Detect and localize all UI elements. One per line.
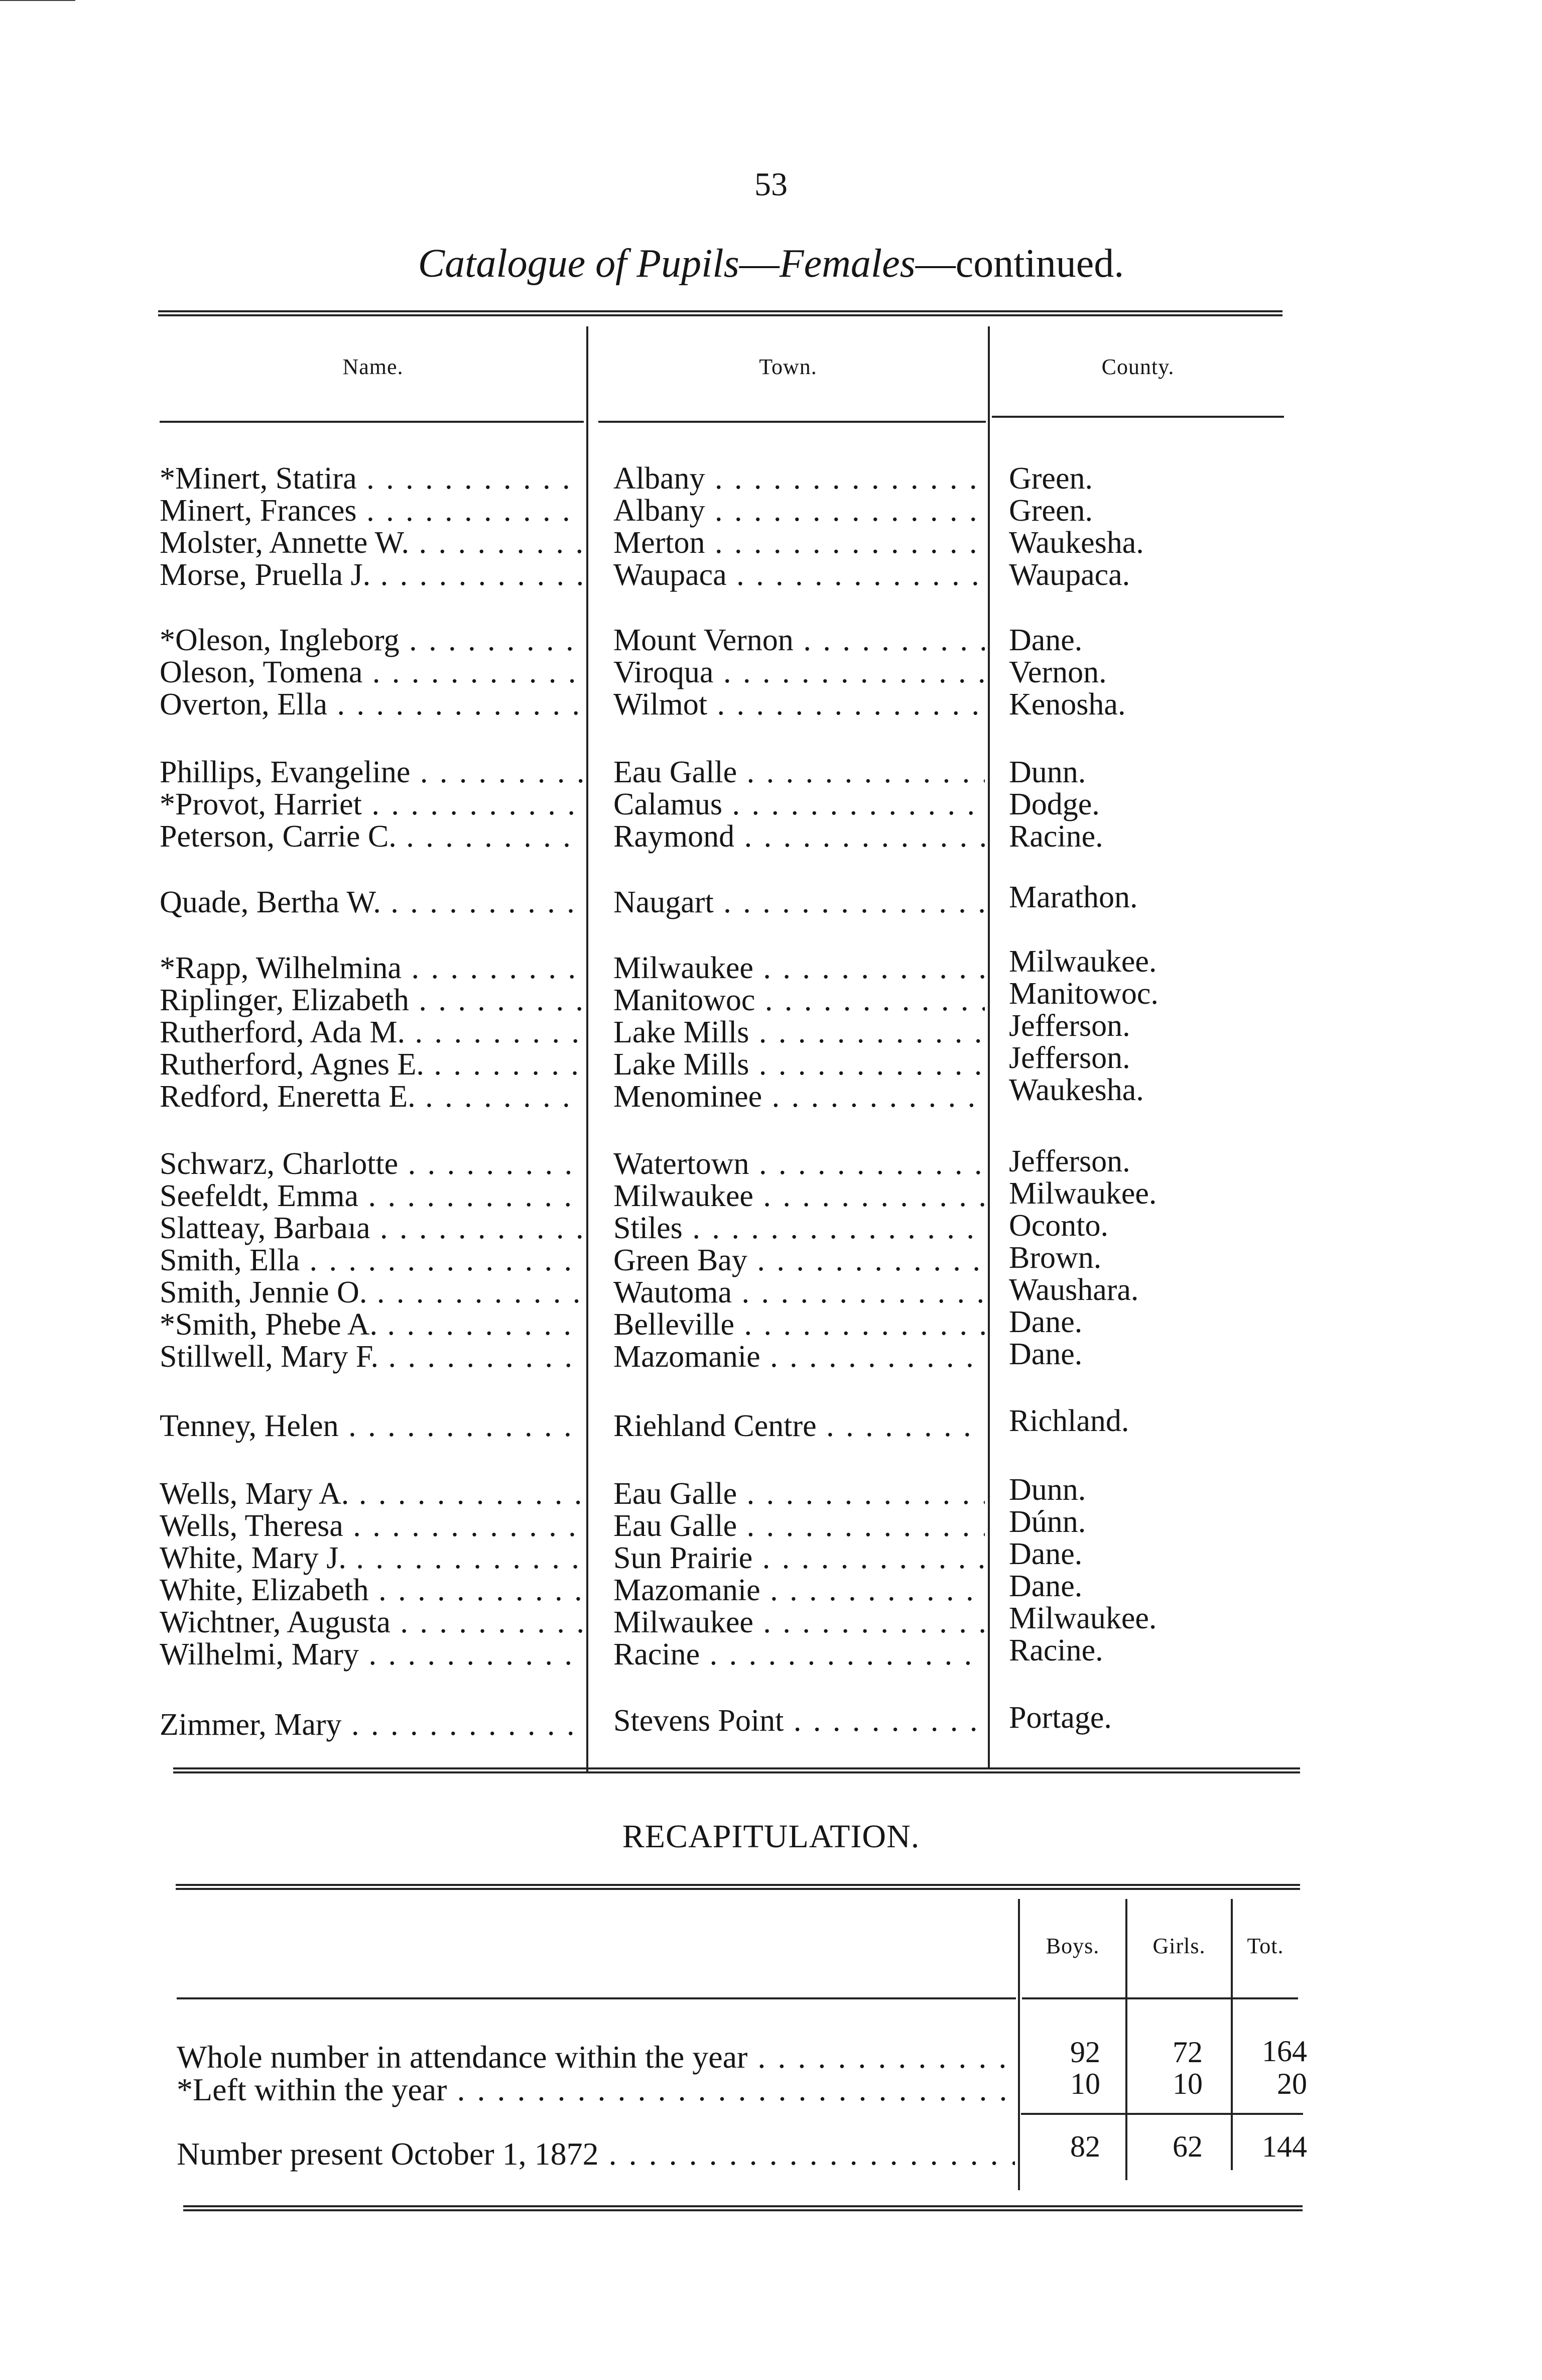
recap-sum-rule-girls [1233,2113,1303,2115]
row-name: Riplinger, Elizabeth . . . [160,983,584,1018]
row-name: Wells, Mary A. . . . [160,1476,584,1511]
row-county: Dane. [1009,1337,1083,1371]
row-name: Tenney, Helen . . . [160,1408,584,1444]
column-divider-1 [586,326,588,1772]
row-name: Schwarz, Charlotte . . . [160,1146,584,1181]
row-town: Viroqua . . . [613,655,985,690]
row-name: Rutherford, Ada M. . . . [160,1015,584,1050]
recap-row-label: Number present October 1, 1872 . . . [177,2136,1015,2172]
page-number: 53 [754,166,788,203]
column-divider-2 [988,326,990,1767]
row-name: Stillwell, Mary F. . . . [160,1339,584,1374]
row-county: Vernon. [1009,655,1107,689]
row-town: Menominee . . . [613,1079,985,1114]
row-county: Milwaukee. [1009,1176,1157,1211]
row-county: Racine. [1009,1633,1103,1668]
row-town: Mazomanie . . . [613,1573,985,1608]
row-name: *Oleson, Ingleborg . . . [160,623,584,658]
row-county: Jefferson. [1009,1144,1130,1178]
row-town: Racine . . . [613,1637,985,1672]
row-county: Dunn. [1009,755,1086,789]
row-town: Albany . . . [613,461,985,496]
heading-dash-2: — [915,242,956,286]
recap-top-rule [176,1884,1300,1890]
recap-row-total: 20 [1277,2067,1307,2100]
row-town: Mazomanie . . . [613,1339,985,1374]
row-name: Seefeldt, Emma . . . [160,1178,584,1214]
row-county: Waukesha. [1009,1073,1144,1107]
row-county: Richland. [1009,1404,1129,1438]
row-town: Milwaukee . . . [613,950,985,986]
row-name: Rutherford, Agnes E. . . . [160,1047,584,1082]
row-county: Milwaukee. [1009,944,1157,979]
recap-row-boys: 92 [1070,2036,1100,2069]
row-name: Smith, Ella . . . [160,1243,584,1278]
row-name: White, Mary J. . . . [160,1540,584,1576]
recap-header-total: Tot. [1247,1934,1284,1958]
row-name: Slatteay, Barbaıa . . . [160,1211,584,1246]
row-town: Mount Vernon . . . [613,623,985,658]
row-town: Riehland Centre . . . [613,1408,985,1444]
column-header-county: County. [1101,354,1175,379]
recap-sum-rule-label [1021,2113,1125,2115]
corner-mark [0,0,75,1]
row-town: Eau Galle . . . [613,1476,985,1511]
header-rule-town [598,421,986,423]
row-county: Portage. [1009,1701,1112,1735]
row-county: Oconto. [1009,1209,1109,1243]
row-county: Racine. [1009,819,1103,854]
row-county: Manitowoc. [1009,977,1159,1011]
row-town: Albany . . . [613,493,985,528]
heading-part-2: Females [779,242,916,286]
recap-row-total: 144 [1262,2130,1307,2163]
row-name: *Provot, Harriet . . . [160,787,584,822]
recap-row-boys: 10 [1070,2067,1100,2100]
recap-row-boys: 82 [1070,2130,1100,2163]
row-town: Green Bay . . . [613,1243,985,1278]
row-town: Lake Mills . . . [613,1015,985,1050]
table-bottom-rule [173,1767,1300,1773]
row-town: Belleville . . . [613,1307,985,1342]
heading-dash-1: — [739,242,780,286]
row-town: Calamus . . . [613,787,985,822]
row-town: Raymond . . . [613,819,985,854]
row-county: Dodge. [1009,787,1100,821]
row-county: Waukesha. [1009,526,1144,560]
row-name: Quade, Bertha W. . . . [160,885,584,920]
recap-header-rule-numbers [1022,1997,1298,1999]
row-town: Wautoma . . . [613,1275,985,1310]
row-county: Green. [1009,461,1093,496]
header-rule-county [992,416,1284,418]
row-county: Dúnn. [1009,1505,1086,1539]
recap-row-label: Whole number in attendance within the year . . . [177,2040,1015,2075]
row-name: Morse, Pruella J. . . . [160,557,584,592]
recap-bottom-rule [183,2205,1303,2211]
row-county: Marathon. [1009,880,1138,914]
row-county: Dane. [1009,1537,1083,1571]
row-name: Smith, Jennie O. . . . [160,1275,584,1310]
row-county: Green. [1009,494,1093,528]
row-town: Stiles . . . [613,1211,985,1246]
row-town: Eau Galle . . . [613,755,985,790]
recap-row-label: *Left within the year . . . [177,2072,1015,2107]
row-town: Eau Galle . . . [613,1508,985,1543]
row-town: Waupaca . . . [613,557,985,592]
recap-header-boys: Boys. [1046,1934,1100,1958]
row-name: *Rapp, Wilhelmina . . . [160,950,584,986]
recap-row-girls: 72 [1173,2036,1203,2069]
row-name: Wilhelmi, Mary . . . [160,1637,584,1672]
row-name: Minert, Frances . . . [160,493,584,528]
row-name: Wichtner, Augusta . . . [160,1605,584,1640]
recap-title: RECAPITULATION. [622,1818,920,1855]
row-town: Manitowoc . . . [613,983,985,1018]
row-county: Waushara. [1009,1273,1139,1307]
recap-sum-rule-boys [1127,2113,1231,2115]
row-county: Waupaca. [1009,558,1130,592]
row-county: Dunn. [1009,1473,1086,1507]
recap-row-total: 164 [1262,2035,1307,2068]
page-heading [0,241,1542,287]
row-county: Dane. [1009,1305,1083,1339]
row-name: Overton, Ella . . . [160,687,584,722]
row-name: Redford, Eneretta E. . . . [160,1079,584,1114]
row-town: Merton . . . [613,525,985,560]
row-town: Milwaukee . . . [613,1178,985,1214]
row-name: Molster, Annette W. . . . [160,525,584,560]
column-header-name: Name. [342,354,404,379]
row-county: Milwaukee. [1009,1601,1157,1635]
recap-row-girls: 62 [1173,2130,1203,2163]
column-header-town: Town. [759,354,817,379]
row-town: Milwaukee . . . [613,1605,985,1640]
row-town: Watertown . . . [613,1146,985,1181]
row-name: Wells, Theresa . . . [160,1508,584,1543]
header-rule-name [160,421,584,423]
row-town: Lake Mills . . . [613,1047,985,1082]
row-county: Brown. [1009,1241,1102,1275]
row-name: Peterson, Carrie C. . . . [160,819,584,854]
row-name: *Smith, Phebe A. . . . [160,1307,584,1342]
row-town: Naugart . . . [613,885,985,920]
row-town: Sun Prairie . . . [613,1540,985,1576]
row-name: White, Elizabeth . . . [160,1573,584,1608]
recap-header-girls: Girls. [1152,1934,1206,1958]
row-county: Jefferson. [1009,1009,1130,1043]
row-county: Jefferson. [1009,1041,1130,1075]
row-county: Dane. [1009,1569,1083,1603]
row-name: Oleson, Tomena . . . [160,655,584,690]
row-name: *Minert, Statira . . . [160,461,584,496]
heading-part-3: continued. [955,242,1124,286]
row-town: Stevens Point . . . [613,1703,985,1738]
row-county: Dane. [1009,623,1083,657]
heading-part-1: Catalogue of Pupils [418,242,739,286]
row-name: Phillips, Evangeline . . . [160,755,584,790]
row-county: Kenosha. [1009,687,1126,722]
table-top-rule [158,310,1282,316]
recap-row-girls: 10 [1173,2067,1203,2100]
row-name: Zimmer, Mary . . . [160,1707,584,1742]
recap-header-rule-label [177,1997,1016,1999]
row-town: Wilmot . . . [613,687,985,722]
